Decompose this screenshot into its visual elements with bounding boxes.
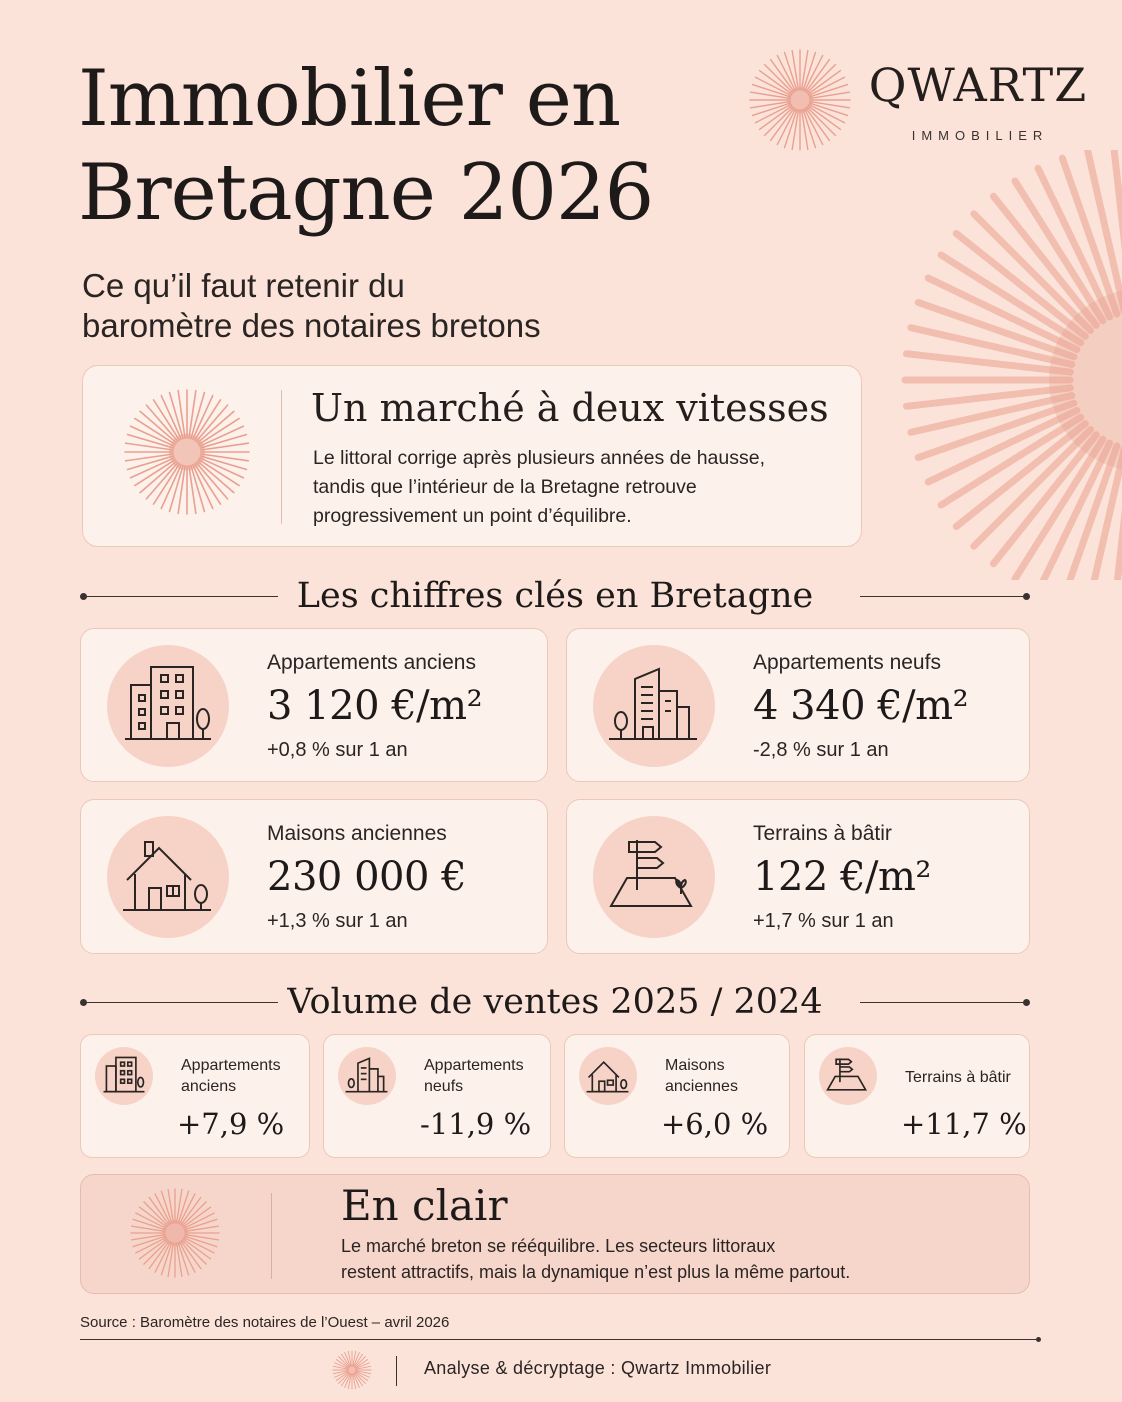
conclusion-card [80, 1174, 1030, 1294]
page-subtitle-line1: Ce qu’il faut retenir du [82, 267, 405, 304]
volume-header [80, 982, 1030, 1022]
footer-divider [80, 1339, 1040, 1340]
stat-title: Terrains à bâtir [753, 822, 892, 845]
stat-change: +1,7 % sur 1 an [753, 910, 894, 932]
volume-value: +6,0 % [661, 1107, 769, 1141]
page-subtitle-line2: baromètre des notaires bretons [82, 307, 541, 344]
key-figures-header [80, 576, 1030, 616]
intro-card [82, 365, 862, 547]
volume-value: +11,7 % [901, 1107, 1027, 1141]
stat-value: 4 340 €/m² [753, 683, 969, 729]
source-note: Source : Baromètre des notaires de l’Ouest – avril 2026 [80, 1314, 450, 1331]
building-old-icon [107, 645, 229, 767]
conclusion-heading: En clair [341, 1181, 508, 1230]
decorative-sun-icon [900, 150, 1122, 585]
stat-value: 3 120 €/m² [267, 683, 483, 729]
sun-icon [330, 1348, 376, 1399]
sun-icon [119, 384, 259, 529]
stat-card-appartements-neufs [566, 628, 1030, 782]
volume-title-line2: neufs [424, 1078, 464, 1095]
volume-title-line2: anciennes [665, 1078, 738, 1095]
building-new-icon [338, 1047, 396, 1105]
intro-text [313, 444, 843, 531]
house-icon [579, 1047, 637, 1105]
volume-title-line2: anciens [181, 1078, 237, 1095]
page-title [78, 52, 758, 240]
stat-value: 230 000 € [267, 854, 467, 900]
page-title-line2: Bretagne 2026 [78, 148, 654, 238]
divider-dot [1023, 999, 1030, 1006]
stat-change: -2,8 % sur 1 an [753, 739, 889, 761]
brand-subtitle: IMMOBILIER [911, 128, 1049, 143]
key-figures-heading: Les chiffres clés en Bretagne [296, 576, 814, 616]
intro-heading: Un marché à deux vitesses [311, 386, 829, 430]
divider-line [860, 1002, 1026, 1003]
sun-icon [127, 1185, 227, 1290]
stat-title: Maisons anciennes [267, 822, 447, 845]
volume-title [665, 1055, 791, 1097]
divider [281, 390, 282, 524]
volume-title-line1: Appartements [181, 1057, 281, 1074]
volume-title [424, 1055, 550, 1097]
building-new-icon [593, 645, 715, 767]
volume-heading: Volume de ventes 2025 / 2024 [287, 982, 823, 1022]
stat-card-appartements-anciens [80, 628, 548, 782]
volume-card-appartements-neufs [323, 1034, 551, 1158]
volume-title-line1: Terrains à bâtir [905, 1069, 1011, 1086]
land-sign-icon [819, 1047, 877, 1105]
stat-card-maisons-anciennes [80, 799, 548, 954]
conclusion-text-line1: Le marché breton se rééquilibre. Les secteurs littoraux [341, 1236, 776, 1256]
volume-title [905, 1067, 1031, 1088]
intro-text-line2: tandis que l’intérieur de la Bretagne retrouve [313, 476, 697, 498]
land-sign-icon [593, 816, 715, 938]
building-old-icon [95, 1047, 153, 1105]
page-title-line1: Immobilier en [78, 54, 621, 144]
conclusion-text-line2: restent attractifs, mais la dynamique n’est plus la même partout. [341, 1262, 851, 1282]
volume-title-line1: Maisons [665, 1057, 725, 1074]
volume-value: +7,9 % [177, 1107, 285, 1141]
stat-title: Appartements anciens [267, 651, 476, 674]
house-icon [107, 816, 229, 938]
conclusion-text [341, 1233, 981, 1285]
footer-credit: Analyse & décryptage : Qwartz Immobilier [424, 1358, 772, 1378]
volume-title-line1: Appartements [424, 1057, 524, 1074]
sun-logo-icon [748, 48, 858, 169]
stat-title: Appartements neufs [753, 651, 941, 674]
intro-text-line3: progressivement un point d’équilibre. [313, 505, 632, 527]
volume-card-appartements-anciens [80, 1034, 310, 1158]
page-subtitle [82, 266, 702, 346]
stat-card-terrains [566, 799, 1030, 954]
volume-card-terrains [804, 1034, 1030, 1158]
stat-change: +0,8 % sur 1 an [267, 739, 408, 761]
volume-title [181, 1055, 307, 1097]
volume-card-maisons-anciennes [564, 1034, 790, 1158]
divider-dot [1023, 593, 1030, 600]
volume-value: -11,9 % [420, 1107, 532, 1141]
stat-change: +1,3 % sur 1 an [267, 910, 408, 932]
divider [271, 1193, 272, 1279]
stat-value: 122 €/m² [753, 854, 931, 900]
intro-text-line1: Le littoral corrige après plusieurs années de hausse, [313, 447, 766, 469]
divider-line [860, 596, 1026, 597]
brand-logo: QWARTZ [868, 58, 1088, 112]
footer-separator [396, 1356, 397, 1386]
footer-divider-dot [1036, 1337, 1041, 1342]
